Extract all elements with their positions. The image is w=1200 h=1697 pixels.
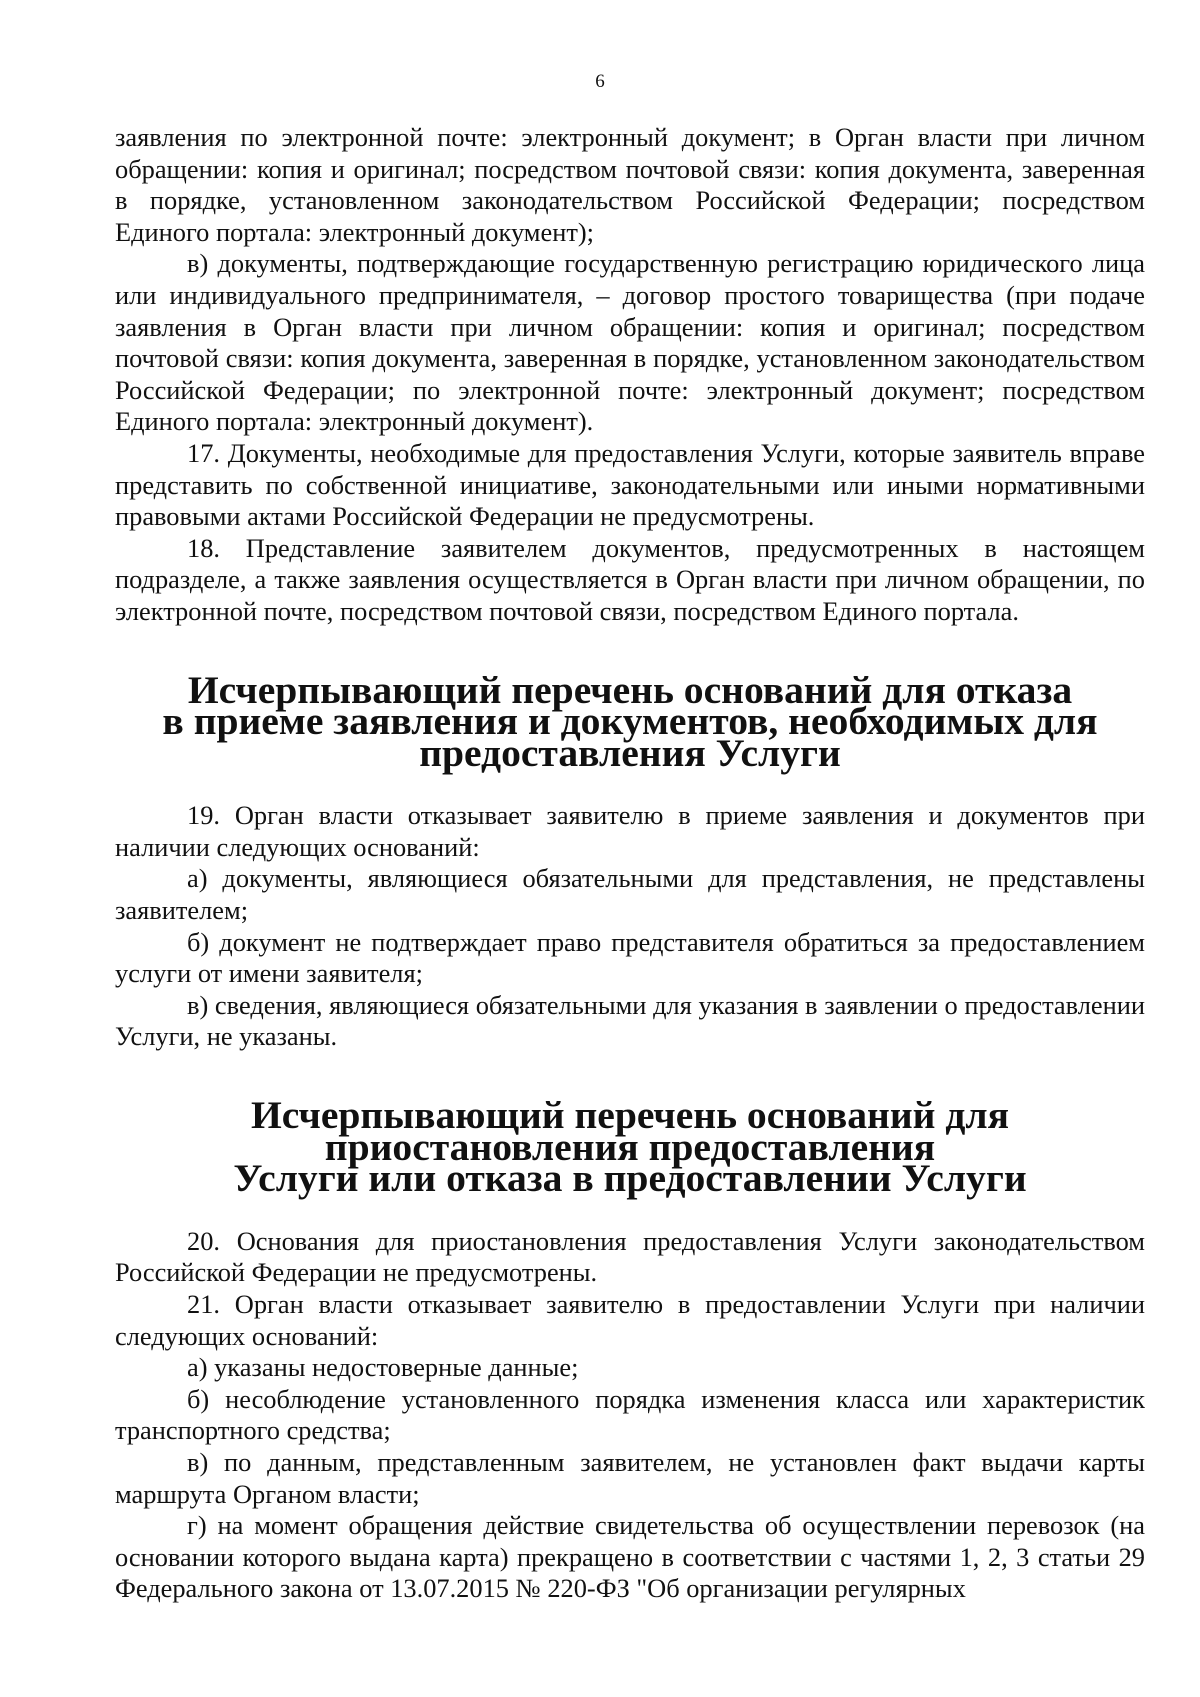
paragraph-17: 17. Документы, необходимые для предоставления Услуги, которые заявитель вправе представить по собственной инициативе, законодательными или иными нормативными правовыми актами Российской Федерации не предусмотрены. — [115, 437, 1145, 532]
paragraph-19-item-v: в) сведения, являющиеся обязательными для указания в заявлении о предоставлении Услуги, не указаны. — [115, 989, 1145, 1052]
section-heading-suspension-refusal — [115, 1093, 1145, 1201]
paragraph-19-item-a: а) документы, являющиеся обязательными для представления, не представлены заявителем; — [115, 863, 1145, 926]
paragraph-18: 18. Представление заявителем документов, предусмотренных в настоящем подразделе, а также заявления осуществляется в Орган власти при личном обращении, по электронной почте, посредством почтовой связи, посредством Единого портала. — [115, 532, 1145, 626]
heading-line: Исчерпывающий перечень оснований для отказа — [187, 667, 1073, 712]
heading-line: Услуги или отказа в предоставлении Услуги — [233, 1156, 1027, 1201]
paragraph-20: 20. Основания для приостановления предоставления Услуги законодательством Российской Федерации не предусмотрены. — [115, 1225, 1145, 1288]
heading-line: в приеме заявления и документов, необходимых для предоставления Услуги — [162, 699, 1098, 775]
heading-line: Исчерпывающий перечень оснований для приостановления предоставления — [250, 1093, 1010, 1169]
paragraph-19: 19. Орган власти отказывает заявителю в приеме заявления и документов при наличии следующих оснований: — [115, 800, 1145, 862]
paragraph-continuation: заявления по электронной почте: электронный документ; в Орган власти при личном обращении: копия и оригинал; посредством почтовой связи: копия документа, заверенная в порядке, установленном законодательством Российской Федерации; посредством Единого портала: электронный документ); — [115, 122, 1145, 247]
section-heading-refusal-acceptance — [115, 667, 1145, 775]
page-number: 6 — [595, 71, 605, 92]
document-body — [115, 122, 1145, 1605]
paragraph-21-item-a: а) указаны недостоверные данные; — [187, 1352, 579, 1383]
paragraph-21-item-g: г) на момент обращения действие свидетельства об осуществлении перевозок (на основании которого выдана карта) прекращено в соответствии с частями 1, 2, 3 статьи 29 Федерального закона от 13.07.2015 № 220-ФЗ "Об организации регулярных — [115, 1510, 1145, 1604]
paragraph-19-item-b: б) документ не подтверждает право представителя обратиться за предоставлением услуги от имени заявителя; — [115, 926, 1145, 989]
paragraph-21: 21. Орган власти отказывает заявителю в предоставлении Услуги при наличии следующих оснований: — [115, 1289, 1145, 1351]
paragraph-21-item-v: в) по данным, представленным заявителем, не установлен факт выдачи карты маршрута Органом власти; — [115, 1446, 1145, 1509]
paragraph-21-item-b: б) несоблюдение установленного порядка изменения класса или характеристик транспортного средства; — [115, 1383, 1145, 1446]
paragraph-item-v-registration-docs: в) документы, подтверждающие государственную регистрацию юридического лица или индивидуального предпринимателя, – договор простого товарищества (при подаче заявления в Орган власти при личном обращении: копия и оригинал; посредством почтовой связи: копия документа, заверенная в порядке, установленном законодательством Российской Федерации; по электронной почте: электронный документ; посредством Единого портала: электронный документ). — [115, 248, 1145, 437]
